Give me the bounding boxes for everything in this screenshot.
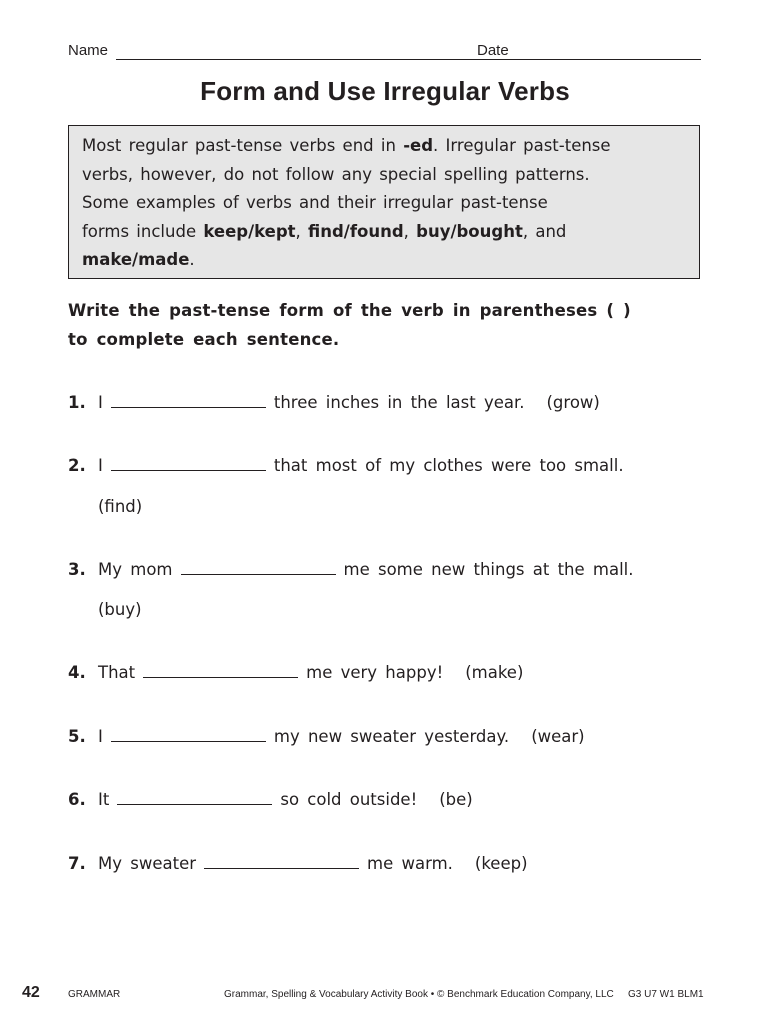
- verb-hint-3: (buy): [98, 600, 142, 619]
- item-after-text: my new sweater yesterday.: [273, 727, 510, 746]
- answer-blank-2[interactable]: [111, 456, 266, 471]
- info-line-2: verbs, however, do not follow any special spelling patterns.: [82, 164, 590, 184]
- info-line-4: forms include keep/kept, find/found, buy/bought, and: [82, 221, 567, 241]
- item-number: 5.: [68, 727, 86, 746]
- info-line-5: make/made.: [82, 250, 195, 270]
- answer-blank-5[interactable]: [111, 727, 266, 742]
- info-line-1: Most regular past-tense verbs end in -ed. Irregular past-tense: [82, 136, 611, 155]
- item-number: 1.: [68, 393, 86, 412]
- item-before-text: I: [98, 727, 103, 746]
- section-label: GRAMMAR: [68, 989, 121, 1000]
- item-before-text: That: [98, 663, 136, 682]
- exercise-item-3: [68, 560, 634, 579]
- item-before-text: My mom: [98, 560, 173, 579]
- instructions: [68, 296, 708, 354]
- item-before-text: It: [98, 790, 110, 809]
- instructions-line-1: Write the past-tense form of the verb in parentheses ( ): [68, 301, 631, 320]
- page-footer: [0, 984, 770, 1008]
- item-number: 7.: [68, 854, 86, 873]
- verb-hint: (make): [465, 663, 524, 682]
- credit-line: Grammar, Spelling & Vocabulary Activity Book • © Benchmark Education Company, LLC: [224, 989, 614, 1000]
- item-after-text: so cold outside!: [280, 790, 418, 809]
- exercise-item-6: [68, 790, 473, 809]
- item-number: 3.: [68, 560, 86, 579]
- item-after-text: me some new things at the mall.: [343, 560, 634, 579]
- instructions-line-2: to complete each sentence.: [68, 330, 340, 349]
- verb-hint: (keep): [474, 854, 528, 873]
- verb-hint-2: (find): [98, 497, 143, 516]
- page-number: 42: [22, 984, 40, 1001]
- item-after-text: me very happy!: [306, 663, 444, 682]
- item-number: 6.: [68, 790, 86, 809]
- worksheet-code: G3 U7 W1 BLM1: [628, 989, 704, 1000]
- date-field-line[interactable]: [518, 59, 701, 60]
- exercise-item-4: [68, 663, 523, 682]
- item-before-text: I: [98, 393, 103, 412]
- answer-blank-6[interactable]: [117, 790, 272, 805]
- info-line-3: Some examples of verbs and their irregular past-tense: [82, 193, 548, 213]
- answer-blank-4[interactable]: [143, 663, 298, 678]
- item-before-text: My sweater: [98, 854, 197, 873]
- name-label: Name: [68, 42, 109, 59]
- item-number: 4.: [68, 663, 86, 682]
- exercise-item-7: [68, 854, 528, 873]
- name-date-header: [68, 42, 702, 64]
- date-label: Date: [477, 42, 509, 59]
- verb-hint: (wear): [531, 727, 585, 746]
- exercise-item-5: [68, 727, 585, 746]
- answer-blank-7[interactable]: [204, 854, 359, 869]
- verb-hint: (grow): [546, 393, 600, 412]
- info-box: [68, 125, 700, 279]
- exercise-item-2: [68, 456, 624, 475]
- item-after-text: that most of my clothes were too small.: [273, 456, 624, 475]
- item-after-text: three inches in the last year.: [273, 393, 525, 412]
- verb-hint: (be): [439, 790, 473, 809]
- item-after-text: me warm.: [367, 854, 453, 873]
- item-number: 2.: [68, 456, 86, 475]
- exercise-item-1: [68, 393, 600, 412]
- item-before-text: I: [98, 456, 103, 475]
- answer-blank-3[interactable]: [181, 560, 336, 575]
- page-title: Form and Use Irregular Verbs: [200, 76, 570, 106]
- name-field-line[interactable]: [116, 59, 540, 60]
- answer-blank-1[interactable]: [111, 393, 266, 408]
